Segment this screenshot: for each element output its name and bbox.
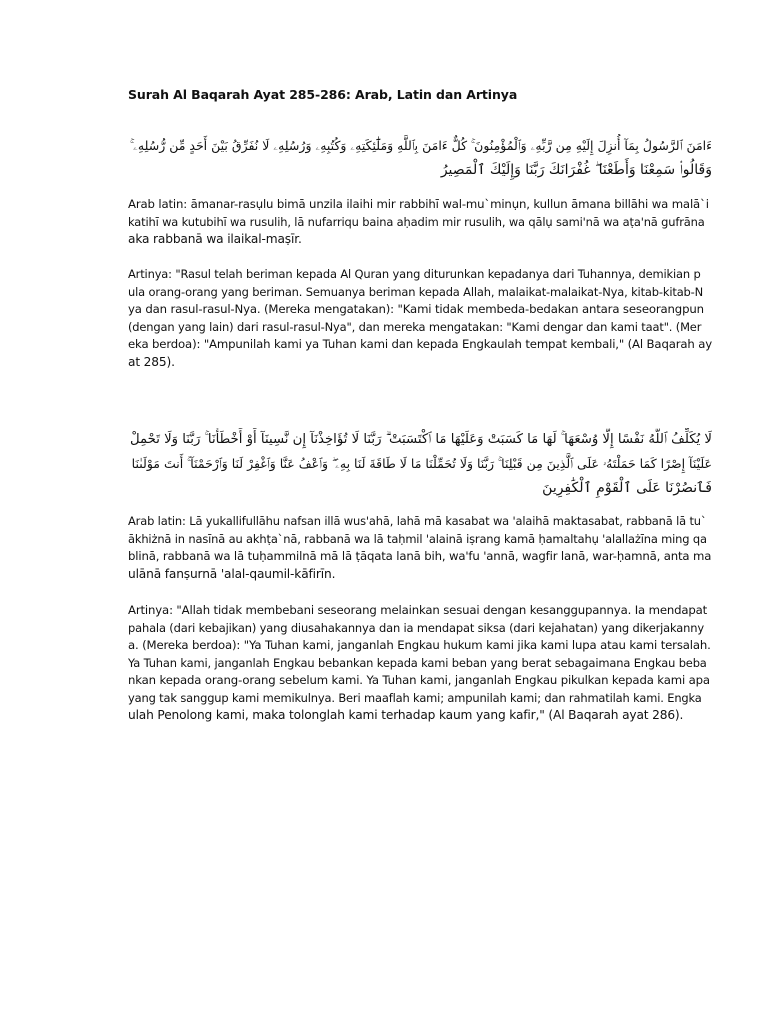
translation-line: ulah Penolong kami, maka tolonglah kami terhadap kaum yang kafir," (Al Baqarah ayat 286). (128, 708, 684, 722)
latin-line: ākhiżnā in nasīnā au akhṭa`nā, rabbanā wa lā taḥmil 'alainā iṣrang kamā ḥamaltahụ 'alallażīna ming qa (128, 531, 707, 546)
arabic-text-ayat-286 (128, 428, 712, 500)
translation-line: ula orang-orang yang beriman. Semuanya beriman kepada Allah, malaikat-malaikat-Nya, kitab-kitab-N (128, 284, 704, 299)
translation-line: eka berdoa): "Ampunilah kami ya Tuhan kami dan kepada Engkaulah tempat kembali," (Al Baqarah ay (128, 337, 712, 351)
arabic-line: وَقَالُوا۟ سَمِعْنَا وَأَطَعْنَا ۖ غُفْرَانَكَ رَبَّنَا وَإِلَيْكَ ٱلْمَصِيرُ (440, 162, 712, 178)
translation-line: Ya Tuhan kami, janganlah Engkau bebankan kepada kami beban yang berat sebagaimana Engkau beba (128, 655, 707, 670)
latin-line: aka rabbanā wa ilaikal-maṣīr. (128, 232, 302, 246)
arabic-line: عَلَيْنَآ إِصْرًا كَمَا حَمَلْتَهُۥ عَلَى ٱلَّذِينَ مِن قَبْلِنَا ۚ رَبَّنَا وَلَا تُحَمِّلْنَا مَا لَا طَاقَةَ لَنَا بِهِۦ ۖ وَٱعْفُ عَنَّا وَٱغْفِرْ لَنَا وَٱرْحَمْنَآ ۚ أَنتَ مَوْلَىٰنَا (131, 456, 712, 471)
translation-line: Artinya: "Allah tidak membebani seseorang melainkan sesuai dengan kesanggupannya. Ia mendapat (128, 603, 708, 617)
translation-line: pahala (dari kebajikan) yang diusahakannya dan ia mendapat siksa (dari kejahatan) yang dikerjakanny (128, 620, 704, 635)
translation-line: ya dan rasul-rasul-Nya. (Mereka mengatakan): "Kami tidak membeda-bedakan antara seseorangpun (128, 302, 704, 316)
latin-text-ayat-285 (128, 196, 712, 249)
latin-line: Arab latin: Lā yukallifullāhu nafsan illā wus'ahā, lahā mā kasabat wa 'alaihā maktasabat, rabbanā lā tu` (128, 514, 707, 528)
translation-ayat-286 (128, 602, 712, 725)
translation-line: nkan kepada orang-orang sebelum kami. Ya Tuhan kami, janganlah Engkau pikulkan kepada kami apa (128, 673, 710, 687)
latin-line: Arab latin: āmanar-rasụlu bimā unzila ilaihi mir rabbihī wal-mu`minụn, kullun āmana billāhi wa malā`i (128, 197, 709, 211)
arabic-line: لَا يُكَلِّفُ ٱللَّهُ نَفْسًا إِلَّا وُسْعَهَا ۚ لَهَا مَا كَسَبَتْ وَعَلَيْهَا مَا ٱكْتَسَبَتْ ۗ رَبَّنَا لَا تُؤَاخِذْنَآ إِن نَّسِينَآ أَوْ أَخْطَأْنَا ۚ رَبَّنَا وَلَا تَحْمِلْ (129, 432, 712, 447)
document-title: Surah Al Baqarah Ayat 285-286: Arab, Latin dan Artinya (128, 87, 518, 102)
arabic-text-ayat-285 (128, 134, 712, 182)
translation-line: Artinya: "Rasul telah beriman kepada Al Quran yang diturunkan kepadanya dari Tuhannya, demikian p (128, 267, 701, 281)
translation-line: at 285). (128, 354, 175, 369)
translation-line: (dengan yang lain) dari rasul-rasul-Nya", dan mereka mengatakan: "Kami dengar dan kami taat". (Mer (128, 319, 702, 334)
arabic-line: فَٱنصُرْنَا عَلَى ٱلْقَوْمِ ٱلْكَٰفِرِينَ (542, 480, 712, 496)
translation-line: yang tak sanggup kami memikulnya. Beri maaflah kami; ampunilah kami; dan rahmatilah kami. Engka (128, 690, 702, 705)
latin-line: katihī wa kutubihī wa rusulih, lā nufarriqu baina aḥadim mir rusulih, wa qālụ sami'nā wa aṭa'nā gufrāna (128, 214, 705, 229)
translation-line: a. (Mereka berdoa): "Ya Tuhan kami, janganlah Engkau hukum kami jika kami lupa atau kami tersalah. (128, 638, 711, 652)
translation-ayat-285 (128, 266, 712, 371)
latin-line: blinā, rabbanā wa lā tuḥammilnā mā lā ṭāqata lanā bih, wa'fu 'annā, wagfir lanā, war-ḥamnā, anta ma (128, 549, 712, 563)
latin-line: ulānā fanṣurnā 'alal-qaumil-kāfirīn. (128, 566, 336, 581)
arabic-line: ءَامَنَ ٱلرَّسُولُ بِمَآ أُنزِلَ إِلَيْهِ مِن رَّبِّهِۦ وَٱلْمُؤْمِنُونَ ۚ كُلٌّ ءَامَنَ بِٱللَّهِ وَمَلَٰٓئِكَتِهِۦ وَكُتُبِهِۦ وَرُسُلِهِۦ لَا نُفَرِّقُ بَيْنَ أَحَدٍ مِّن رُّسُلِهِۦ ۚ (130, 138, 712, 153)
latin-text-ayat-286 (128, 513, 712, 583)
